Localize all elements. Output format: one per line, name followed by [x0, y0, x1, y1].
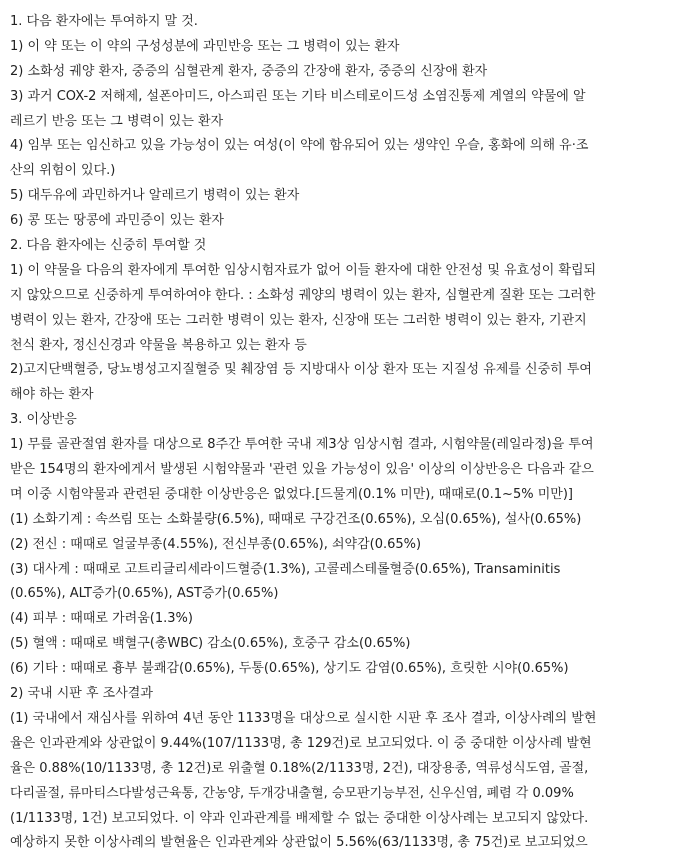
text-line: 2) 국내 시판 후 조사결과 — [10, 686, 153, 702]
text-line: 1) 이 약 또는 이 약의 구성성분에 과민반응 또는 그 병력이 있는 환자 — [10, 38, 400, 54]
text-line: 5) 대두유에 과민하거나 알레르기 병력이 있는 환자 — [10, 188, 300, 204]
text-line: 1) 무릎 골관절염 환자를 대상으로 8주간 투여한 국내 제3상 임상시험 결과, 시험약물(레일라정)을 투여 — [10, 437, 594, 453]
text-line: 레르기 반응 또는 그 병력이 있는 환자 — [10, 113, 224, 129]
text-line: 6) 콩 또는 땅콩에 과민증이 있는 환자 — [10, 213, 224, 229]
text-line: 1. 다음 환자에는 투여하지 말 것. — [10, 14, 198, 29]
text-line: 2)고지단백혈증, 당뇨병성고지질혈증 및 췌장염 등 지방대사 이상 환자 또는 지질성 유제를 신중히 투여 — [10, 362, 592, 378]
document-body — [10, 10, 672, 856]
text-line: 다리골절, 류마티스다발성근육통, 간농양, 두개강내출혈, 승모판기능부전, 신우신염, 폐렴 각 0.09% — [10, 785, 574, 801]
text-line: 받은 154명의 환자에게서 발생된 시험약물과 '관련 있을 가능성이 있음' 이상의 이상반응은 다음과 같으 — [10, 462, 594, 478]
text-line: 2) 소화성 궤양 환자, 중증의 심혈관계 환자, 중증의 간장애 환자, 중증의 신장애 환자 — [10, 63, 488, 79]
text-line: (1/1133명, 1건) 보고되었다. 이 약과 인과관계를 배제할 수 없는 중대한 이상사례는 보고되지 않았다. — [10, 810, 589, 826]
text-line: 2. 다음 환자에는 신중히 투여할 것 — [10, 238, 207, 254]
text-line: 지 않았으므로 신중하게 투여하여야 한다. : 소화성 궤양의 병력이 있는 환자, 심혈관계 질환 또는 그러한 — [10, 287, 596, 303]
text-line: 율은 0.88%(10/1133명, 총 12건)로 위출혈 0.18%(2/1133명, 2건), 대장용종, 역류성식도염, 골절, — [10, 760, 589, 776]
text-line: (3) 대사계 : 때때로 고트리글리세라이드혈증(1.3%), 고콜레스테롤혈증(0.65%), Transaminitis — [10, 561, 561, 577]
text-line: 예상하지 못한 이상사례의 발현율은 인과관계와 상관없이 5.56%(63/1133명, 총 75건)로 보고되었으 — [10, 835, 588, 851]
text-line: (0.65%), ALT증가(0.65%), AST증가(0.65%) — [10, 586, 279, 602]
text-line: 천식 환자, 정신신경과 약물을 복용하고 있는 환자 등 — [10, 337, 307, 353]
text-line: 4) 임부 또는 임신하고 있을 가능성이 있는 여성(이 약에 함유되어 있는 생약인 우슬, 홍화에 의해 유·조 — [10, 138, 589, 154]
text-line: 1) 이 약물을 다음의 환자에게 투여한 임상시험자료가 없어 이들 환자에 대한 안전성 및 유효성이 확립되 — [10, 262, 597, 278]
text-line: 병력이 있는 환자, 간장애 또는 그러한 병력이 있는 환자, 신장애 또는 그러한 병력이 있는 환자, 기관지 — [10, 312, 587, 328]
text-line: 며 이중 시험약물과 관련된 중대한 이상반응은 없었다.[드물게(0.1% 미만), 때때로(0.1~5% 미만)] — [10, 486, 573, 502]
text-line: 산의 위험이 있다.) — [10, 163, 116, 179]
text-line: (2) 전신 : 때때로 얼굴부종(4.55%), 전신부종(0.65%), 쇠약감(0.65%) — [10, 536, 422, 552]
text-line: (4) 피부 : 때때로 가려움(1.3%) — [10, 611, 193, 627]
text-line: 3) 과거 COX-2 저해제, 설폰아미드, 아스피린 또는 기타 비스테로이드성 소염진통제 계열의 약물에 알 — [10, 88, 586, 104]
text-line: 해야 하는 환자 — [10, 387, 94, 403]
text-line: (6) 기타 : 때때로 흉부 불쾌감(0.65%), 두통(0.65%), 상기도 감염(0.65%), 흐릿한 시야(0.65%) — [10, 661, 569, 677]
text-line: (5) 혈액 : 때때로 백혈구(총WBC) 감소(0.65%), 호중구 감소(0.65%) — [10, 636, 411, 652]
text-line: (1) 소화기계 : 속쓰림 또는 소화불량(6.5%), 때때로 구강건조(0.65%), 오심(0.65%), 설사(0.65%) — [10, 511, 582, 527]
text-line: 율은 인과관계와 상관없이 9.44%(107/1133명, 총 129건)로 보고되었다. 이 중 중대한 이상사례 발현 — [10, 735, 592, 751]
text-line: (1) 국내에서 재심사를 위하여 4년 동안 1133명을 대상으로 실시한 시판 후 조사 결과, 이상사례의 발현 — [10, 710, 597, 726]
text-line: 3. 이상반응 — [10, 412, 77, 428]
